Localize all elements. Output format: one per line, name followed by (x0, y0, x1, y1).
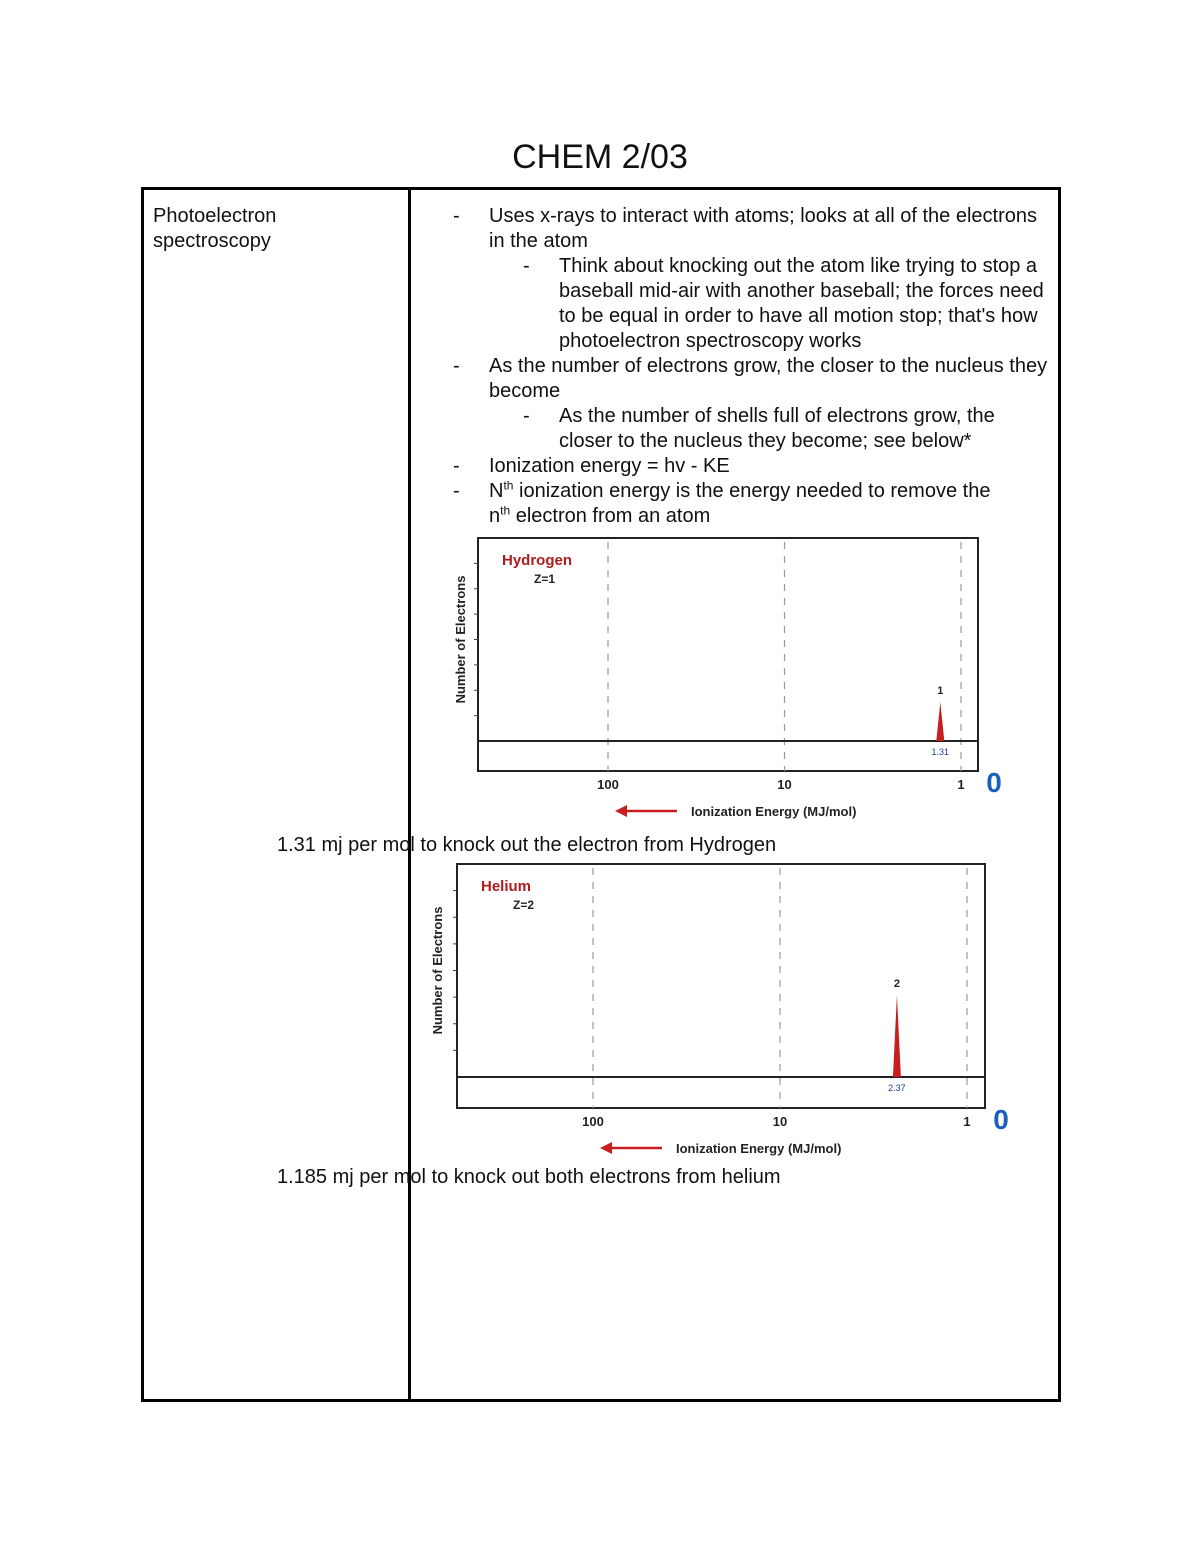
x-tick-label: 100 (582, 1114, 604, 1129)
plot-frame (457, 864, 985, 1108)
x-tick-label: 1 (957, 777, 965, 792)
note-item: - As the number of electrons grow, the closer to the nucleus they become (453, 355, 1048, 402)
note-item-nth: - $N^{th}$ ionization energy is the energy needed to remove the $n^{th}$ electron from an atom (453, 478, 991, 527)
x-axis-label: Ionization Energy (MJ/mol) (676, 1141, 842, 1156)
y-axis-label: Number of Electrons (430, 906, 445, 1035)
element-name: Hydrogen (502, 552, 573, 569)
peak-count-label: 1 (937, 684, 944, 697)
note-subitem: - Think about knocking out the atom like trying to stop a baseball mid-air with another baseball; the forces need to be equal in order to have all motion stop; that's how photoelectron spectroscopy works (523, 255, 1044, 352)
x-tick-label: 10 (772, 1114, 788, 1129)
direction-arrowhead (600, 1142, 612, 1154)
note-item: - Uses x-rays to interact with atoms; looks at all of the electrons in the atom (453, 205, 1037, 252)
zero-label: 0 (993, 1104, 1009, 1135)
direction-arrowhead (615, 805, 627, 817)
note-subitem: - As the number of shells full of electrons grow, the closer to the nucleus they become; see below* (523, 405, 995, 452)
hydrogen-caption: 1.31 mj per mol to knock out the electron from Hydrogen (277, 834, 777, 856)
atomic-number: Z=1 (534, 572, 556, 586)
x-tick-label: 10 (777, 777, 792, 792)
x-tick-label: 1 (963, 1114, 971, 1129)
column-divider (408, 190, 411, 1399)
x-axis-label: Ionization Energy (MJ/mol) (691, 804, 857, 819)
atomic-number: Z=2 (513, 898, 535, 912)
zero-label: 0 (986, 767, 1002, 798)
peak-energy-label: 2.37 (888, 1083, 906, 1093)
peak-count-label: 2 (893, 978, 900, 991)
helium-pes-chart (424, 859, 1014, 1159)
page-title: CHEM 2/03 (512, 138, 688, 176)
peak-energy-label: 1.31 (931, 747, 950, 757)
topic-cell: Photoelectron spectroscopy (153, 205, 277, 252)
element-name: Helium (481, 878, 532, 895)
note-item: - Ionization energy = hv - KE (453, 455, 730, 477)
hydrogen-pes-chart (445, 533, 1015, 823)
helium-caption: 1.185 mj per mol to knock out both electrons from helium (277, 1166, 781, 1188)
y-axis-label: Number of Electrons (453, 575, 468, 704)
x-tick-label: 100 (597, 777, 619, 792)
notes-cell (421, 204, 1051, 529)
